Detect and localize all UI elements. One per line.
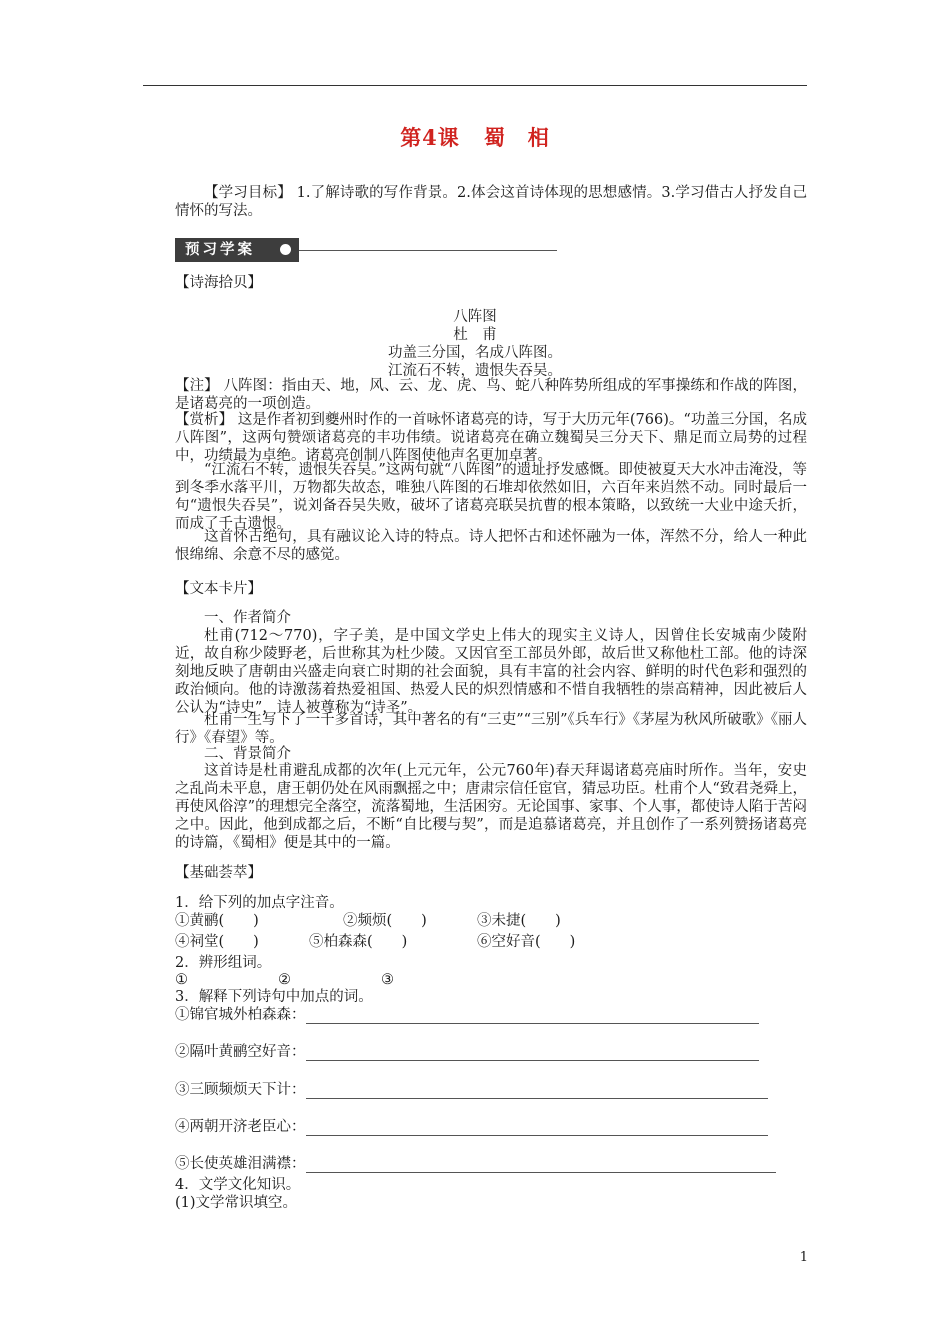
- question-1: 1．给下列的加点字注音。: [175, 895, 344, 911]
- q3-label: ①锦官城外柏森森：: [175, 1007, 306, 1023]
- q3-item: [175, 1043, 759, 1061]
- q3-label: ③三顾频烦天下计：: [175, 1082, 306, 1098]
- background-intro: 这首诗是杜甫避乱成都的次年(上元元年，公元760年)春天拜谒诸葛亮庙时所作。当年，安史之乱尚未平息，唐王朝仍处在风雨飘摇之中；唐肃宗信任宦官，猜忌功臣。杜甫个人“致君尧舜上，再使风俗淳”的理想完全落空，流落蜀地，生活困穷。无论国事、家事、个人事，都使诗人陷于苦闷之中。因此，他到成都之后，不断“自比稷与契”，而是追慕诸葛亮，并且创作了一系列赞扬诸葛亮的诗篇，《蜀相》便是其中的一篇。: [175, 763, 807, 851]
- q3-item: [175, 1006, 759, 1024]
- banner-label: 预习学案: [185, 242, 255, 258]
- section-heading-poetry: 【诗海拾贝】: [175, 275, 262, 291]
- q2-item: ①: [175, 972, 188, 988]
- subheading-author: 一、作者简介: [204, 610, 291, 626]
- q2-item: ③: [381, 972, 394, 988]
- poem-line: 江流石不转，遗恨失吞吴。: [388, 363, 562, 379]
- question-3: 3．解释下列诗句中加点的词。: [175, 989, 373, 1005]
- poem-line: 功盖三分国，名成八阵图。: [388, 345, 562, 361]
- q3-label: ⑤长使英雄泪满襟：: [175, 1156, 306, 1172]
- top-rule: [143, 85, 807, 86]
- answer-blank[interactable]: [306, 1084, 768, 1099]
- poem-title: 八阵图: [453, 309, 497, 325]
- q2-item: ②: [278, 972, 291, 988]
- q1-item: ⑥空好音( ): [477, 934, 576, 950]
- q1-item: ②频烦( ): [343, 913, 427, 929]
- banner-dot-icon: [280, 244, 291, 255]
- appreciation-paragraph: 这首怀古绝句，具有融议论入诗的特点。诗人把怀古和述怀融为一体，浑然不分，给人一种此恨绵绵、余意不尽的感觉。: [175, 529, 807, 563]
- q3-item: [175, 1118, 768, 1136]
- section-heading-basics: 【基础荟萃】: [175, 865, 262, 881]
- answer-blank[interactable]: [306, 1158, 776, 1173]
- q3-label: ④两朝开济老臣心：: [175, 1119, 306, 1135]
- question-2: 2．辨形组词。: [175, 955, 272, 971]
- question-4: 4．文学文化知识。: [175, 1177, 301, 1193]
- answer-blank[interactable]: [306, 1009, 759, 1024]
- poem-author: 杜 甫: [453, 327, 497, 343]
- author-works: 杜甫一生写下了一千多首诗，其中著名的有“三吏”“三别”《兵车行》《茅屋为秋风所破歌》《丽人行》《春望》等。: [175, 712, 807, 746]
- poem-appreciation: 【赏析】 这是作者初到夔州时作的一首咏怀诸葛亮的诗，写于大历元年(766)。“功盖三分国，名成八阵图”，这两句赞颂诸葛亮的丰功伟绩。说诸葛亮在确立魏蜀吴三分天下、鼎足而立局势的过程中，功绩最为卓绝。诸葛亮创制八阵图使他声名更加卓著。: [175, 412, 807, 464]
- page-title: [0, 122, 950, 152]
- q1-item: ⑤柏森森( ): [309, 934, 408, 950]
- lesson-number: 第4课: [400, 125, 460, 150]
- poem-note: 【注】 八阵图：指由天、地，风、云、龙、虎、鸟、蛇八种阵势所组成的军事操练和作战的阵图，是诸葛亮的一项创造。: [175, 378, 807, 412]
- appreciation-paragraph: “江流石不转，遗恨失吞吴。”这两句就“八阵图”的遗址抒发感慨。即使被夏天大水冲击淹没，等到冬季水落平川，万物都失故态，唯独八阵图的石堆却依然如旧，六百年来岿然不动。同时最后一句“遗恨失吞吴”，说刘备吞吴失败，破坏了诸葛亮联吴抗曹的根本策略，以致统一大业中途夭折，而成了千古遗恨。: [175, 462, 807, 532]
- q3-label: ②隔叶黄鹂空好音：: [175, 1044, 306, 1060]
- subheading-background: 二、背景简介: [204, 746, 291, 762]
- section-heading-text-card: 【文本卡片】: [175, 581, 262, 597]
- q3-item: [175, 1081, 768, 1099]
- author-intro: 杜甫(712～770)，字子美，是中国文学史上伟大的现实主义诗人，因曾住长安城南少陵附近，故自称少陵野老，后世称其为杜少陵。又因官至工部员外郎，故后世又称他杜工部。他的诗深刻地反映了唐朝由兴盛走向衰亡时期的社会面貌，具有丰富的社会内容、鲜明的时代色彩和强烈的政治倾向。他的诗激荡着热爱祖国、热爱人民的炽烈情感和不惜自我牺牲的崇高精神，因此被后人公认为“诗史”，诗人被尊称为“诗圣”。: [175, 628, 807, 716]
- q1-row-1: [175, 912, 561, 930]
- banner-rule: [299, 250, 557, 251]
- learning-objectives: 【学习目标】 1.了解诗歌的写作背景。2.体会这首诗体现的思想感情。3.学习借古人抒发自己情怀的写法。: [175, 185, 807, 219]
- q1-item: ④祠堂( ): [175, 934, 259, 950]
- lesson-name: 蜀 相: [483, 125, 550, 150]
- answer-blank[interactable]: [306, 1121, 768, 1136]
- page-number: 1: [799, 1250, 808, 1265]
- question-4-sub: (1)文学常识填空。: [175, 1195, 298, 1211]
- q3-item: [175, 1155, 776, 1173]
- q2-row: [175, 971, 394, 989]
- q1-row-2: [175, 933, 575, 951]
- preview-banner: [175, 238, 299, 262]
- answer-blank[interactable]: [306, 1046, 759, 1061]
- q1-item: ③未捷( ): [477, 913, 561, 929]
- q1-item: ①黄鹂( ): [175, 913, 259, 929]
